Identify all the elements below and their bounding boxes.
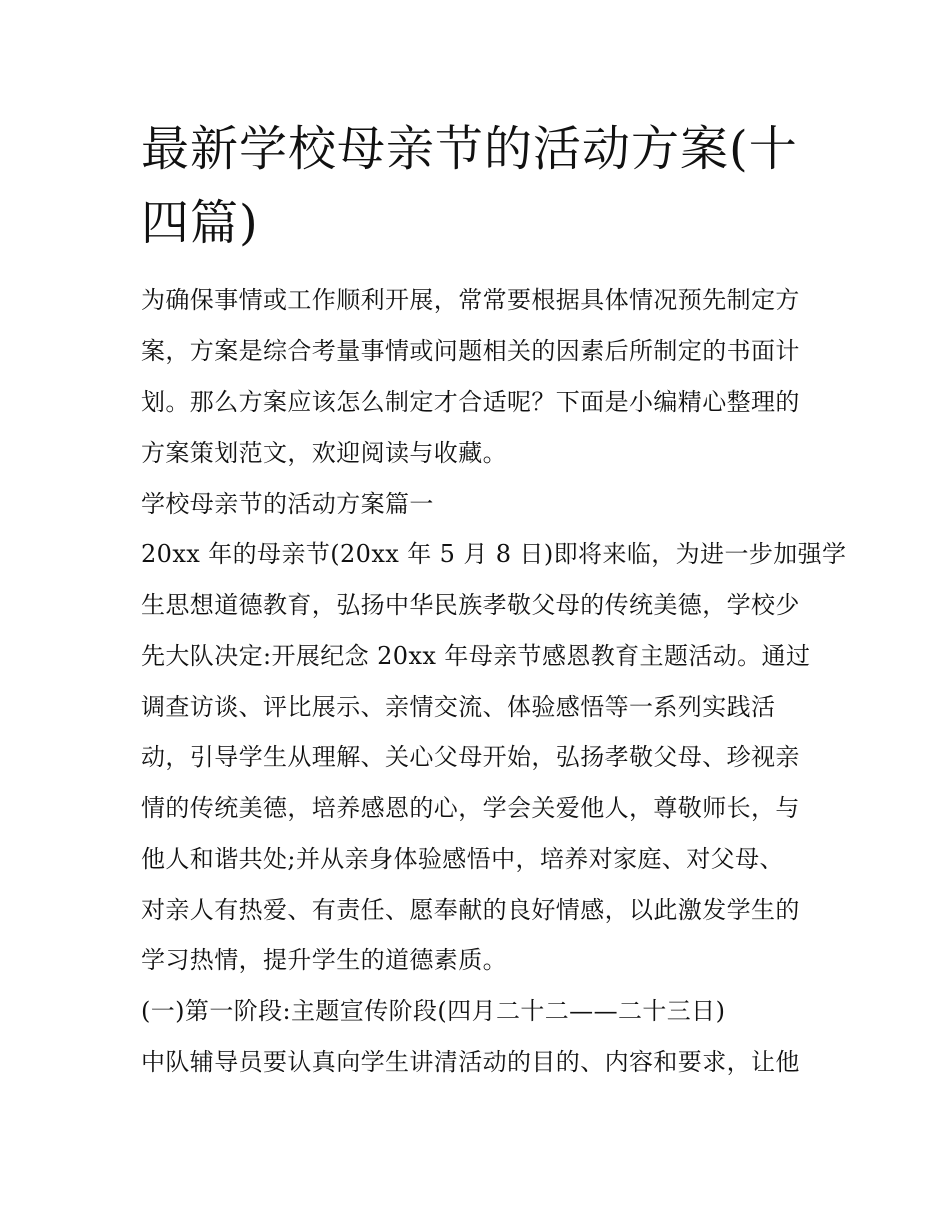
section-paragraph-line: 20xx 年的母亲节(20xx 年 5 月 8 日)即将来临，为进一步加强学 — [141, 540, 847, 568]
section-paragraph-line: 生思想道德教育，弘扬中华民族孝敬父母的传统美德，学校少 — [141, 591, 800, 619]
intro-paragraph-line: 方案策划范文，欢迎阅读与收藏。 — [141, 439, 507, 467]
section-heading: 学校母亲节的活动方案篇一 — [141, 490, 434, 518]
document-title — [141, 112, 821, 260]
section-paragraph-line: 学习热情，提升学生的道德素质。 — [141, 946, 507, 974]
intro-paragraph-line: 划。那么方案应该怎么制定才合适呢？下面是小编精心整理的 — [141, 388, 800, 416]
section-paragraph-line: 对亲人有热爱、有责任、愿奉献的良好情感，以此激发学生的 — [141, 896, 800, 924]
section-paragraph-line: 他人和谐共处;并从亲身体验感悟中，培养对家庭、对父母、 — [141, 845, 784, 873]
intro-paragraph-line: 为确保事情或工作顺利开展，常常要根据具体情况预先制定方 — [141, 286, 800, 314]
title-line: 最新学校母亲节的活动方案(十 — [141, 121, 798, 177]
stage-paragraph-line: 中队辅导员要认真向学生讲清活动的目的、内容和要求，让他 — [141, 1048, 800, 1076]
stage-heading: (一)第一阶段:主题宣传阶段(四月二十二——二十三日) — [141, 997, 726, 1025]
title-line: 四篇) — [141, 195, 259, 251]
intro-paragraph-line: 案，方案是综合考量事情或问题相关的因素后所制定的书面计 — [141, 337, 800, 365]
section-paragraph-line: 情的传统美德，培养感恩的心，学会关爱他人，尊敬师长，与 — [141, 794, 800, 822]
section-paragraph-line: 动，引导学生从理解、关心父母开始，弘扬孝敬父母、珍视亲 — [141, 743, 800, 771]
section-paragraph-line: 先大队决定:开展纪念 20xx 年母亲节感恩教育主题活动。通过 — [141, 642, 811, 670]
section-paragraph-line: 调查访谈、评比展示、亲情交流、体验感悟等一系列实践活 — [141, 693, 776, 721]
